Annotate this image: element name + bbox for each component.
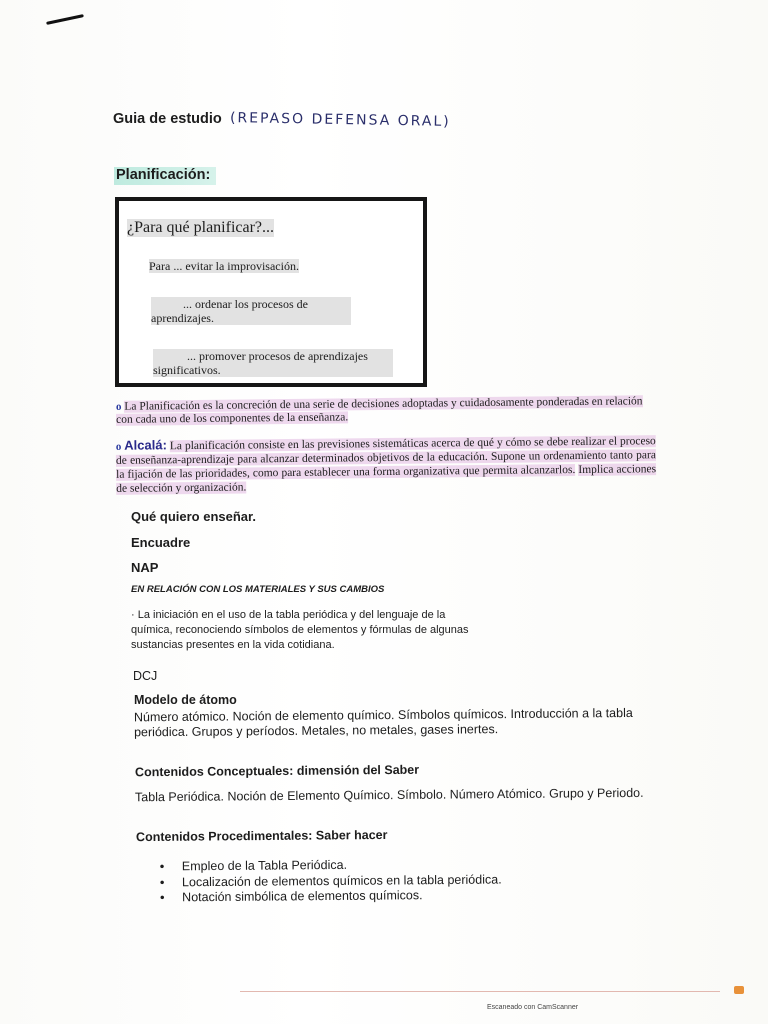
paragraph-planificacion xyxy=(116,395,656,427)
bullet-icon: o xyxy=(115,400,122,413)
paragraph-text: La Planificación es la concreción de una serie de decisiones adoptadas y cuidadosamente ponderadas en relación con cada uno de los componentes de la enseñanza. xyxy=(116,395,643,426)
slide-line-3: ... promover procesos de aprendizajes significativos. xyxy=(153,349,393,377)
list-item: • Empleo de la Tabla Periódica. xyxy=(160,857,502,875)
slide-question: ¿Para qué planificar?... xyxy=(127,219,275,236)
list-item: • Notación simbólica de elementos químicos. xyxy=(160,888,502,906)
list-item: • Localización de elementos químicos en la tabla periódica. xyxy=(160,872,502,890)
paragraph-text-end: Implica acciones de selección y organización. xyxy=(116,463,657,495)
camscanner-logo-icon xyxy=(734,986,744,994)
slide-line-2: ... ordenar los procesos de aprendizajes. xyxy=(151,297,351,325)
slide-line-1: Para ... evitar la improvisación. xyxy=(149,259,299,273)
framed-slide xyxy=(115,197,427,387)
heading-modelo: Modelo de átomo xyxy=(134,693,237,707)
modelo-text: Número atómico. Noción de elemento químico. Símbolos químicos. Introducción a la tabla periódica. Grupos y períodos. Metales, no metales, gases inertes. xyxy=(133,705,633,740)
heading-nap: NAP xyxy=(131,560,159,575)
heading-encuadre: Encuadre xyxy=(131,535,191,550)
heading-que-quiero: Qué quiero enseñar. xyxy=(131,509,256,524)
page-title: Guia de estudio xyxy=(113,111,222,127)
nap-item: · La iniciación en el uso de la tabla periódica y del lenguaje de la química, reconociendo símbolos de elementos y fórmulas de algunas sustancias presentes en la vida cotidiana. xyxy=(131,609,469,651)
footer-divider xyxy=(240,991,720,992)
paragraph-text: La planificación consiste en las previsiones sistemáticas acerca de qué y cómo se debe realizar el proceso de enseñanza-aprendizaje para alcanzar determinados objetivos de la educación. Supone un ordenamiento tanto para la fijación de las prioridades, como para establecer una forma organizativa que permita alcanzarlos. xyxy=(115,435,656,481)
heading-procedimentales: Contenidos Procedimentales: Saber hacer xyxy=(135,827,388,845)
conceptuales-text: Tabla Periódica. Noción de Elemento Químico. Símbolo. Número Atómico. Grupo y Periodo. xyxy=(134,785,644,805)
handwritten-note: (REPASO DEFENSA ORAL) xyxy=(229,110,451,130)
pen-mark xyxy=(46,14,84,25)
scanner-watermark: Escaneado con CamScanner xyxy=(487,1004,579,1011)
subheading-materiales: EN RELACIÓN CON LOS MATERIALES Y SUS CAMBIOS xyxy=(131,584,385,595)
bullet-icon: o xyxy=(115,440,122,453)
heading-conceptuales: Contenidos Conceptuales: dimensión del Saber xyxy=(134,762,420,780)
section-title: Planificación: xyxy=(114,167,216,185)
procedimentales-list xyxy=(160,857,502,906)
heading-dcj: DCJ xyxy=(133,669,158,683)
paragraph-alcala xyxy=(116,433,657,496)
author-name: Alcalá: xyxy=(124,437,167,453)
